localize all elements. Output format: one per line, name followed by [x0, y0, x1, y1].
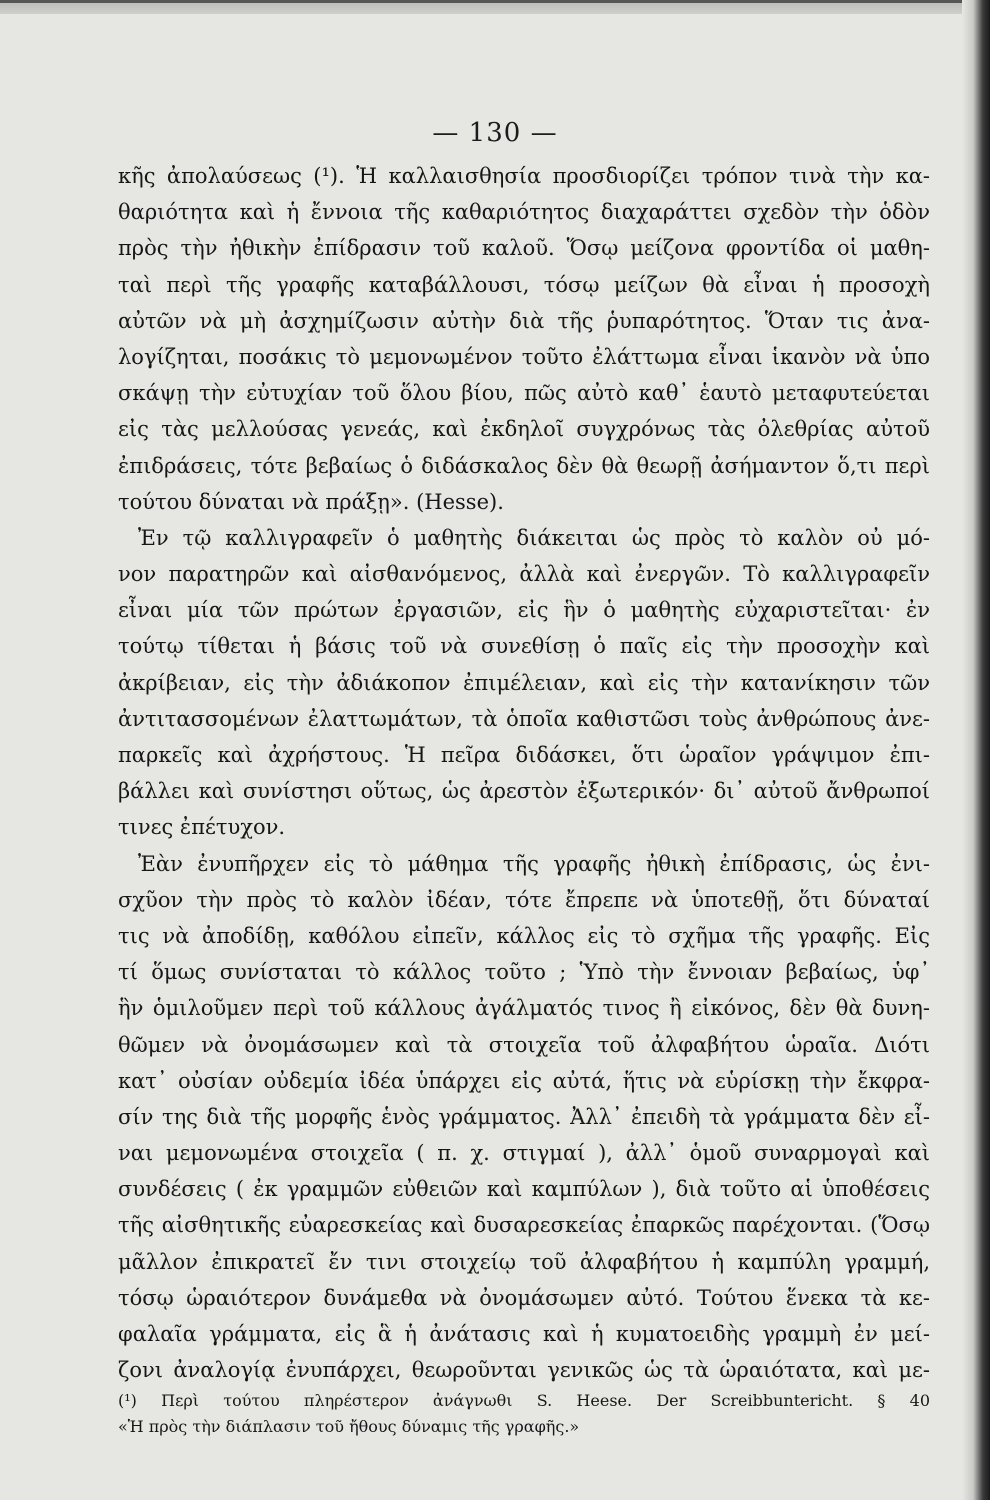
- text-line: τούτου δύναται νὰ πράξῃ». (Hesse).: [118, 489, 504, 514]
- text-line: ἀκρίβειαν, εἰς τὴν ἀδιάκοπον ἐπιμέλειαν, καὶ εἰς τὴν κατανίκησιν τῶν: [118, 670, 930, 695]
- text-line: τινες ἐπέτυχον.: [118, 815, 286, 840]
- text-line: κῆς ἀπολαύσεως (¹). Ἡ καλλαισθησία προσδιορίζει τρόπον τινὰ τὴν κα-: [118, 164, 930, 188]
- text-line: σίν της διὰ τῆς μορφῆς ἑνὸς γράμματος. Ἀλλ᾽ ἐπειδὴ τὰ γράμματα δὲν εἶ-: [118, 1104, 930, 1129]
- text-line: ἣν ὁμιλοῦμεν περὶ τοῦ κάλλους ἀγάλματός τινος ἢ εἰκόνος, δὲν θὰ δυνη-: [118, 996, 930, 1021]
- page-binding-edge: [962, 0, 990, 1500]
- body-text: [118, 158, 930, 1388]
- text-line: θαριότητα καὶ ἡ ἔννοια τῆς καθαριότητος διαχαράττει σχεδὸν τὴν ὁδὸν: [118, 200, 930, 225]
- text-line: παρκεῖς καὶ ἀχρήστους. Ἡ πεῖρα διδάσκει, ὅτι ὡραῖον γράψιμον ἐπι-: [118, 743, 930, 767]
- text-line: τις νὰ ἀποδίδῃ, καθόλου εἰπεῖν, κάλλος εἰς τὸ σχῆμα τῆς γραφῆς. Εἰς: [118, 923, 930, 948]
- text-line: λογίζηται, ποσάκις τὸ μεμονωμένον τοῦτο ἐλάττωμα εἶναι ἱκανὸν νὰ ὑπο: [118, 344, 930, 369]
- page-number: — 130 —: [432, 118, 558, 148]
- text-line: ταὶ περὶ τῆς γραφῆς καταβάλλουσι, τόσῳ μείζων θὰ εἶναι ἡ προσοχὴ: [118, 272, 930, 297]
- page-top-edge: [0, 0, 990, 14]
- text-line: ναι μεμονωμένα στοιχεῖα ( π. χ. στιγμαί ), ἀλλ᾽ ὁμοῦ συναρμογαὶ καὶ: [118, 1141, 930, 1166]
- text-line: σκάψῃ τὴν εὐτυχίαν τοῦ ὅλου βίου, πῶς αὐτὸ καθ᾽ ἑαυτὸ μεταφυτεύεται: [118, 381, 930, 406]
- text-line: φαλαῖα γράμματα, εἰς ἃ ἡ ἀνάτασις καὶ ἡ κυματοειδὴς γραμμὴ ἐν μεί-: [118, 1322, 930, 1346]
- text-line: κατ᾽ οὐσίαν οὐδεμία ἰδέα ὑπάρχει εἰς αὐτά, ἥτις νὰ εὑρίσκῃ τὴν ἔκφρα-: [118, 1068, 930, 1093]
- text-line: σχῦον τὴν πρὸς τὸ καλὸν ἰδέαν, τότε ἔπρεπε νὰ ὑποτεθῇ, ὅτι δύναταί: [118, 887, 930, 912]
- text-line: μᾶλλον ἐπικρατεῖ ἔν τινι στοιχείῳ τοῦ ἀλφαβήτου ἡ καμπύλη γραμμή,: [118, 1249, 930, 1274]
- text-line: νον παρατηρῶν καὶ αἰσθανόμενος, ἀλλὰ καὶ ἐνεργῶν. Τὸ καλλιγραφεῖν: [118, 562, 930, 587]
- text-line: τούτῳ τίθεται ἡ βάσις τοῦ νὰ συνεθίσῃ ὁ παῖς εἰς τὴν προσοχὴν καὶ: [118, 634, 930, 659]
- footnote-line: (¹) Περὶ τούτου πληρέστερον ἀνάγνωθι S. Heese. Der Screibbuntericht. § 40: [118, 1391, 930, 1410]
- footnote-line: «Ἡ πρὸς τὴν διάπλασιν τοῦ ἤθους δύναμις τῆς γραφῆς.»: [118, 1417, 580, 1436]
- text-line: αὐτῶν νὰ μὴ ἀσχημίζωσιν αὐτὴν διὰ τῆς ῥυπαρότητος. Ὅταν τις ἀνα-: [118, 308, 930, 333]
- text-line: εἰς τὰς μελλούσας γενεάς, καὶ ἐκδηλοῖ συγχρόνως τὰς ὀλεθρίας αὐτοῦ: [118, 417, 930, 442]
- text-line: ἐπιδράσεις, τότε βεβαίως ὁ διδάσκαλος δὲν θὰ θεωρῇ ἀσήμαντον ὅ,τι περὶ: [118, 453, 930, 478]
- text-line: βάλλει καὶ συνίστησι οὕτως, ὡς ἀρεστὸν ἐξωτερικόν· δι᾽ αὐτοῦ ἄνθρωποί: [118, 779, 930, 804]
- text-line: τῆς αἰσθητικῆς εὐαρεσκείας καὶ δυσαρεσκείας ἐπαρκῶς παρέχονται. (Ὅσῳ: [118, 1213, 930, 1238]
- text-line: θῶμεν νὰ ὀνομάσωμεν καὶ τὰ στοιχεῖα τοῦ ἀλφαβήτου ὡραῖα. Διότι: [118, 1032, 930, 1057]
- text-line: τόσῳ ὡραιότερον δυνάμεθα νὰ ὀνομάσωμεν αὐτό. Τούτου ἕνεκα τὰ κε-: [118, 1285, 930, 1310]
- text-line: συνδέσεις ( ἐκ γραμμῶν εὐθειῶν καὶ καμπύλων ), διὰ τοῦτο αἱ ὑποθέσεις: [118, 1177, 930, 1202]
- text-line: ἀντιτασσομένων ἐλαττωμάτων, τὰ ὁποῖα καθιστῶσι τοὺς ἀνθρώπους ἀνε-: [118, 706, 930, 731]
- text-line: ζονι ἀναλογίᾳ ἐνυπάρχει, θεωροῦνται γενικῶς ὡς τὰ ὡραιότατα, καὶ με-: [118, 1358, 930, 1383]
- footnotes: [118, 1388, 930, 1440]
- text-line: Ἐν τῷ καλλιγραφεῖν ὁ μαθητὴς διάκειται ὡς πρὸς τὸ καλὸν οὐ μό-: [138, 525, 930, 550]
- text-line: πρὸς τὴν ἠθικὴν ἐπίδρασιν τοῦ καλοῦ. Ὅσῳ μείζονα φροντίδα οἱ μαθη-: [118, 236, 930, 261]
- text-line: τί ὅμως συνίσταται τὸ κάλλος τοῦτο ; Ὑπὸ τὴν ἔννοιαν βεβαίως, ὑφ᾽: [118, 960, 930, 985]
- text-line: Ἐὰν ἐνυπῆρχεν εἰς τὸ μάθημα τῆς γραφῆς ἠθικὴ ἐπίδρασις, ὡς ἐνι-: [138, 851, 930, 876]
- text-line: εἶναι μία τῶν πρώτων ἐργασιῶν, εἰς ἣν ὁ μαθητὴς εὐχαριστεῖται· ἐν: [118, 598, 930, 623]
